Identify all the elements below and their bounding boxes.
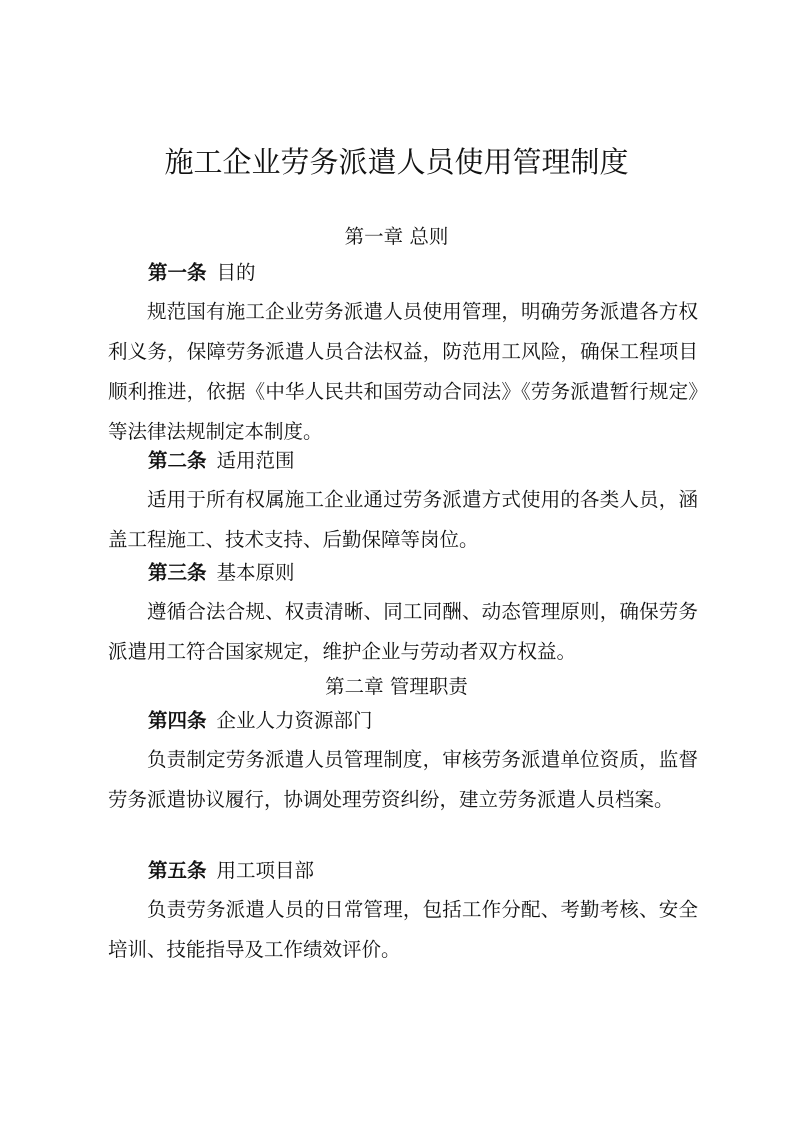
article-5-heading — [148, 856, 708, 886]
article-2-body: 适用于所有权属施工企业通过劳务派遣方式使用的各类人员，涵盖工程施工、技术支持、后勤保障等岗位。 — [108, 488, 698, 551]
article-2-number: 第二条 — [148, 449, 207, 472]
article-1-body: 规范国有施工企业劳务派遣人员使用管理，明确劳务派遣各方权利义务，保障劳务派遣人员合法权益，防范用工风险，确保工程项目顺利推进，依据《中华人民共和国劳动合同法》《劳务派遣暂行规定》等法律法规制定本制度。 — [108, 300, 698, 443]
article-1-title: 目的 — [216, 261, 256, 284]
article-2-heading — [148, 446, 708, 476]
article-4-heading — [148, 706, 708, 736]
article-2-title: 适用范围 — [216, 449, 295, 472]
article-4-body: 负责制定劳务派遣人员管理制度，审核劳务派遣单位资质，监督劳务派遣协议履行，协调处理劳资纠纷，建立劳务派遣人员档案。 — [108, 748, 698, 811]
article-3-title: 基本原则 — [216, 561, 295, 584]
article-4-number: 第四条 — [148, 709, 207, 732]
chapter-1-heading: 第一章 总则 — [344, 225, 449, 248]
article-3-body: 遵循合法合规、权责清晰、同工同酬、动态管理原则，确保劳务派遣用工符合国家规定，维护企业与劳动者双方权益。 — [108, 600, 698, 663]
article-3-number: 第三条 — [148, 561, 207, 584]
article-5-title: 用工项目部 — [216, 859, 315, 882]
article-1-heading — [148, 258, 708, 288]
chapter-2-heading: 第二章 管理职责 — [325, 675, 468, 698]
article-1-number: 第一条 — [148, 261, 207, 284]
article-3-heading — [148, 558, 708, 588]
document-title: 施工企业劳务派遣人员使用管理制度 — [164, 145, 629, 179]
article-5-body: 负责劳务派遣人员的日常管理，包括工作分配、考勤考核、安全培训、技能指导及工作绩效评价。 — [108, 898, 698, 961]
article-4-title: 企业人力资源部门 — [216, 709, 373, 732]
article-5-number: 第五条 — [148, 859, 207, 882]
